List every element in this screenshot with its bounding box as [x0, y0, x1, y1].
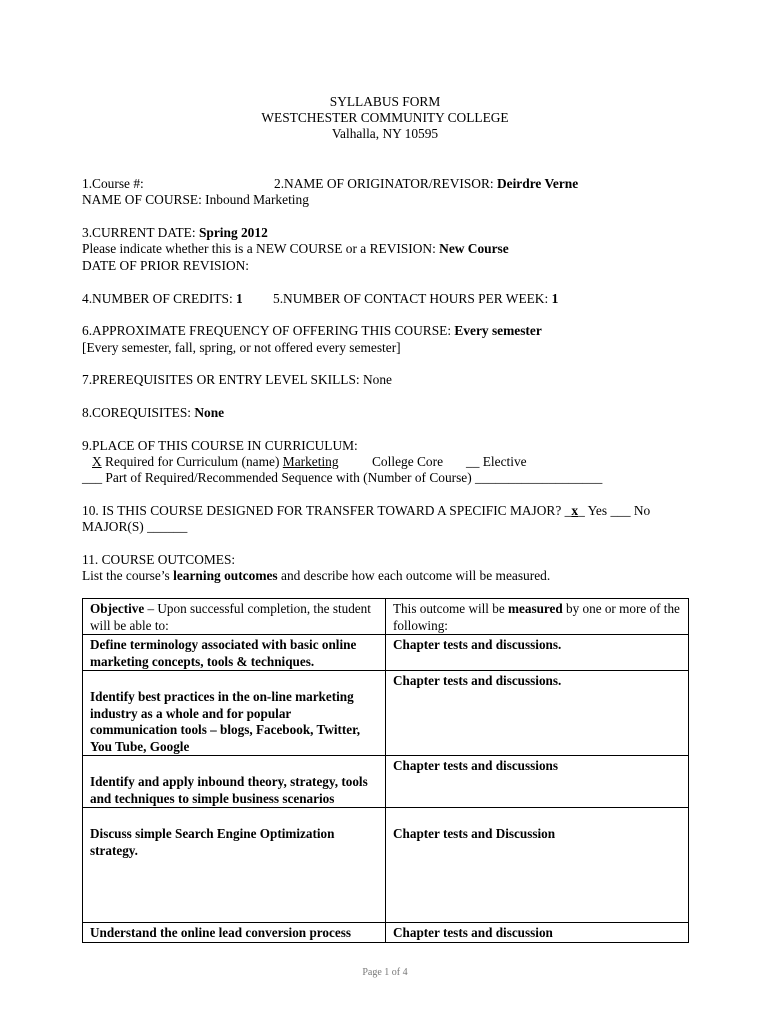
prior-revision: DATE OF PRIOR REVISION:: [82, 258, 250, 273]
table-row: [83, 635, 689, 671]
course-name: NAME OF COURSE: Inbound Marketing: [82, 192, 309, 207]
measure-header-post: by one or more of the following:: [393, 601, 680, 633]
elective-option: __ Elective: [466, 454, 527, 469]
measure-cell: [386, 923, 689, 943]
outcomes-intro-pre: List the course’s: [82, 568, 170, 583]
originator-value: Deirdre Verne: [496, 176, 579, 191]
current-date-line: [82, 225, 268, 242]
measure-text: Chapter tests and discussions.: [393, 637, 562, 652]
objective-header-bold: Objective: [90, 601, 145, 616]
outcomes-intro-post: and describe how each outcome will be measured.: [281, 568, 551, 583]
transfer-yes-pre: _: [564, 503, 572, 518]
frequency-value: Every semester: [454, 323, 542, 338]
curriculum-place-label: 9.PLACE OF THIS COURSE IN CURRICULUM:: [82, 438, 358, 453]
contact-hours-line: [273, 291, 558, 308]
credits-label: 4.NUMBER OF CREDITS:: [82, 291, 233, 306]
transfer-line: [82, 503, 650, 520]
table-row: [83, 671, 689, 756]
measure-text: Chapter tests and discussion: [393, 925, 553, 940]
measure-cell: [386, 635, 689, 671]
contact-hours-value: 1: [551, 291, 559, 306]
objective-text: Understand the online lead conversion process: [90, 925, 351, 940]
outcomes-intro: [82, 568, 550, 585]
outcomes-table: [82, 598, 689, 943]
measure-text: Chapter tests and discussions: [393, 758, 559, 773]
frequency-label: 6.APPROXIMATE FREQUENCY OF OFFERING THIS COURSE:: [82, 323, 452, 338]
measure-text: Chapter tests and Discussion: [393, 826, 556, 841]
objective-text: Identify best practices in the on-line marketing industry as a whole and for popular communication tools – blogs, Facebook, Twitter, You Tube, Google: [90, 689, 361, 754]
transfer-label: 10. IS THIS COURSE DESIGNED FOR TRANSFER TOWARD A SPECIFIC MAJOR?: [82, 503, 562, 518]
new-or-revision-label: Please indicate whether this is a NEW COURSE or a REVISION:: [82, 241, 436, 256]
measure-header-bold: measured: [508, 601, 563, 616]
originator-label: 2.NAME OF ORIGINATOR/REVISOR:: [274, 176, 494, 191]
measure-header: [386, 599, 689, 635]
frequency-hint: [Every semester, fall, spring, or not offered every semester]: [82, 340, 401, 355]
current-date-label: 3.CURRENT DATE:: [82, 225, 196, 240]
credits-line: [82, 291, 243, 308]
sequence-line: ___ Part of Required/Recommended Sequence with (Number of Course) ___________________: [82, 470, 603, 485]
transfer-yes-no: _ Yes ___ No: [578, 503, 651, 518]
prerequisites: 7.PREREQUISITES OR ENTRY LEVEL SKILLS: None: [82, 372, 392, 387]
measure-header-pre: This outcome will be: [393, 601, 505, 616]
credits-value: 1: [236, 291, 243, 306]
objective-cell: [83, 635, 386, 671]
objective-cell: [83, 808, 386, 923]
table-row: [83, 756, 689, 808]
corequisites-label: 8.COREQUISITES:: [82, 405, 191, 420]
objective-header-text: – Upon successful completion, the student will be able to:: [90, 601, 371, 633]
page-number: Page 1 of 4: [362, 967, 408, 978]
form-title: SYLLABUS FORM: [329, 94, 441, 109]
objective-cell: [83, 923, 386, 943]
measure-text: Chapter tests and discussions.: [393, 673, 562, 688]
required-curriculum-name: Marketing: [282, 454, 339, 469]
course-number-label: 1.Course #:: [82, 176, 144, 191]
measure-cell: [386, 671, 689, 756]
measure-cell: [386, 756, 689, 808]
corequisites-line: [82, 405, 224, 422]
current-date-value: Spring 2012: [198, 225, 268, 240]
frequency-line: [82, 323, 542, 340]
table-header-row: [83, 599, 689, 635]
objective-text: Define terminology associated with basic online marketing concepts, tools & techniques.: [90, 637, 357, 669]
outcomes-label: 11. COURSE OUTCOMES:: [82, 552, 236, 567]
table-row: [83, 923, 689, 943]
originator-line: [274, 176, 578, 193]
objective-text: Identify and apply inbound theory, strategy, tools and techniques to simple business scenarios: [90, 774, 368, 806]
transfer-yes-mark: x: [571, 503, 579, 518]
new-or-revision-value: New Course: [439, 241, 509, 256]
objective-cell: [83, 671, 386, 756]
objective-cell: [83, 756, 386, 808]
required-label: Required for Curriculum (name): [105, 454, 280, 469]
outcomes-intro-bold: learning outcomes: [173, 568, 278, 583]
required-curriculum-line: [92, 454, 339, 471]
college-address: Valhalla, NY 10595: [331, 126, 439, 141]
objective-header: [83, 599, 386, 635]
college-name: WESTCHESTER COMMUNITY COLLEGE: [261, 110, 509, 125]
contact-hours-label: 5.NUMBER OF CONTACT HOURS PER WEEK:: [273, 291, 549, 306]
corequisites-value: None: [194, 405, 225, 420]
required-mark: X: [92, 454, 102, 469]
measure-cell: [386, 808, 689, 923]
objective-text: Discuss simple Search Engine Optimization strategy.: [90, 826, 335, 858]
table-row: [83, 808, 689, 923]
new-or-revision-line: [82, 241, 509, 258]
majors-line: MAJOR(S) ______: [82, 519, 188, 534]
college-core-option: College Core: [372, 454, 444, 469]
